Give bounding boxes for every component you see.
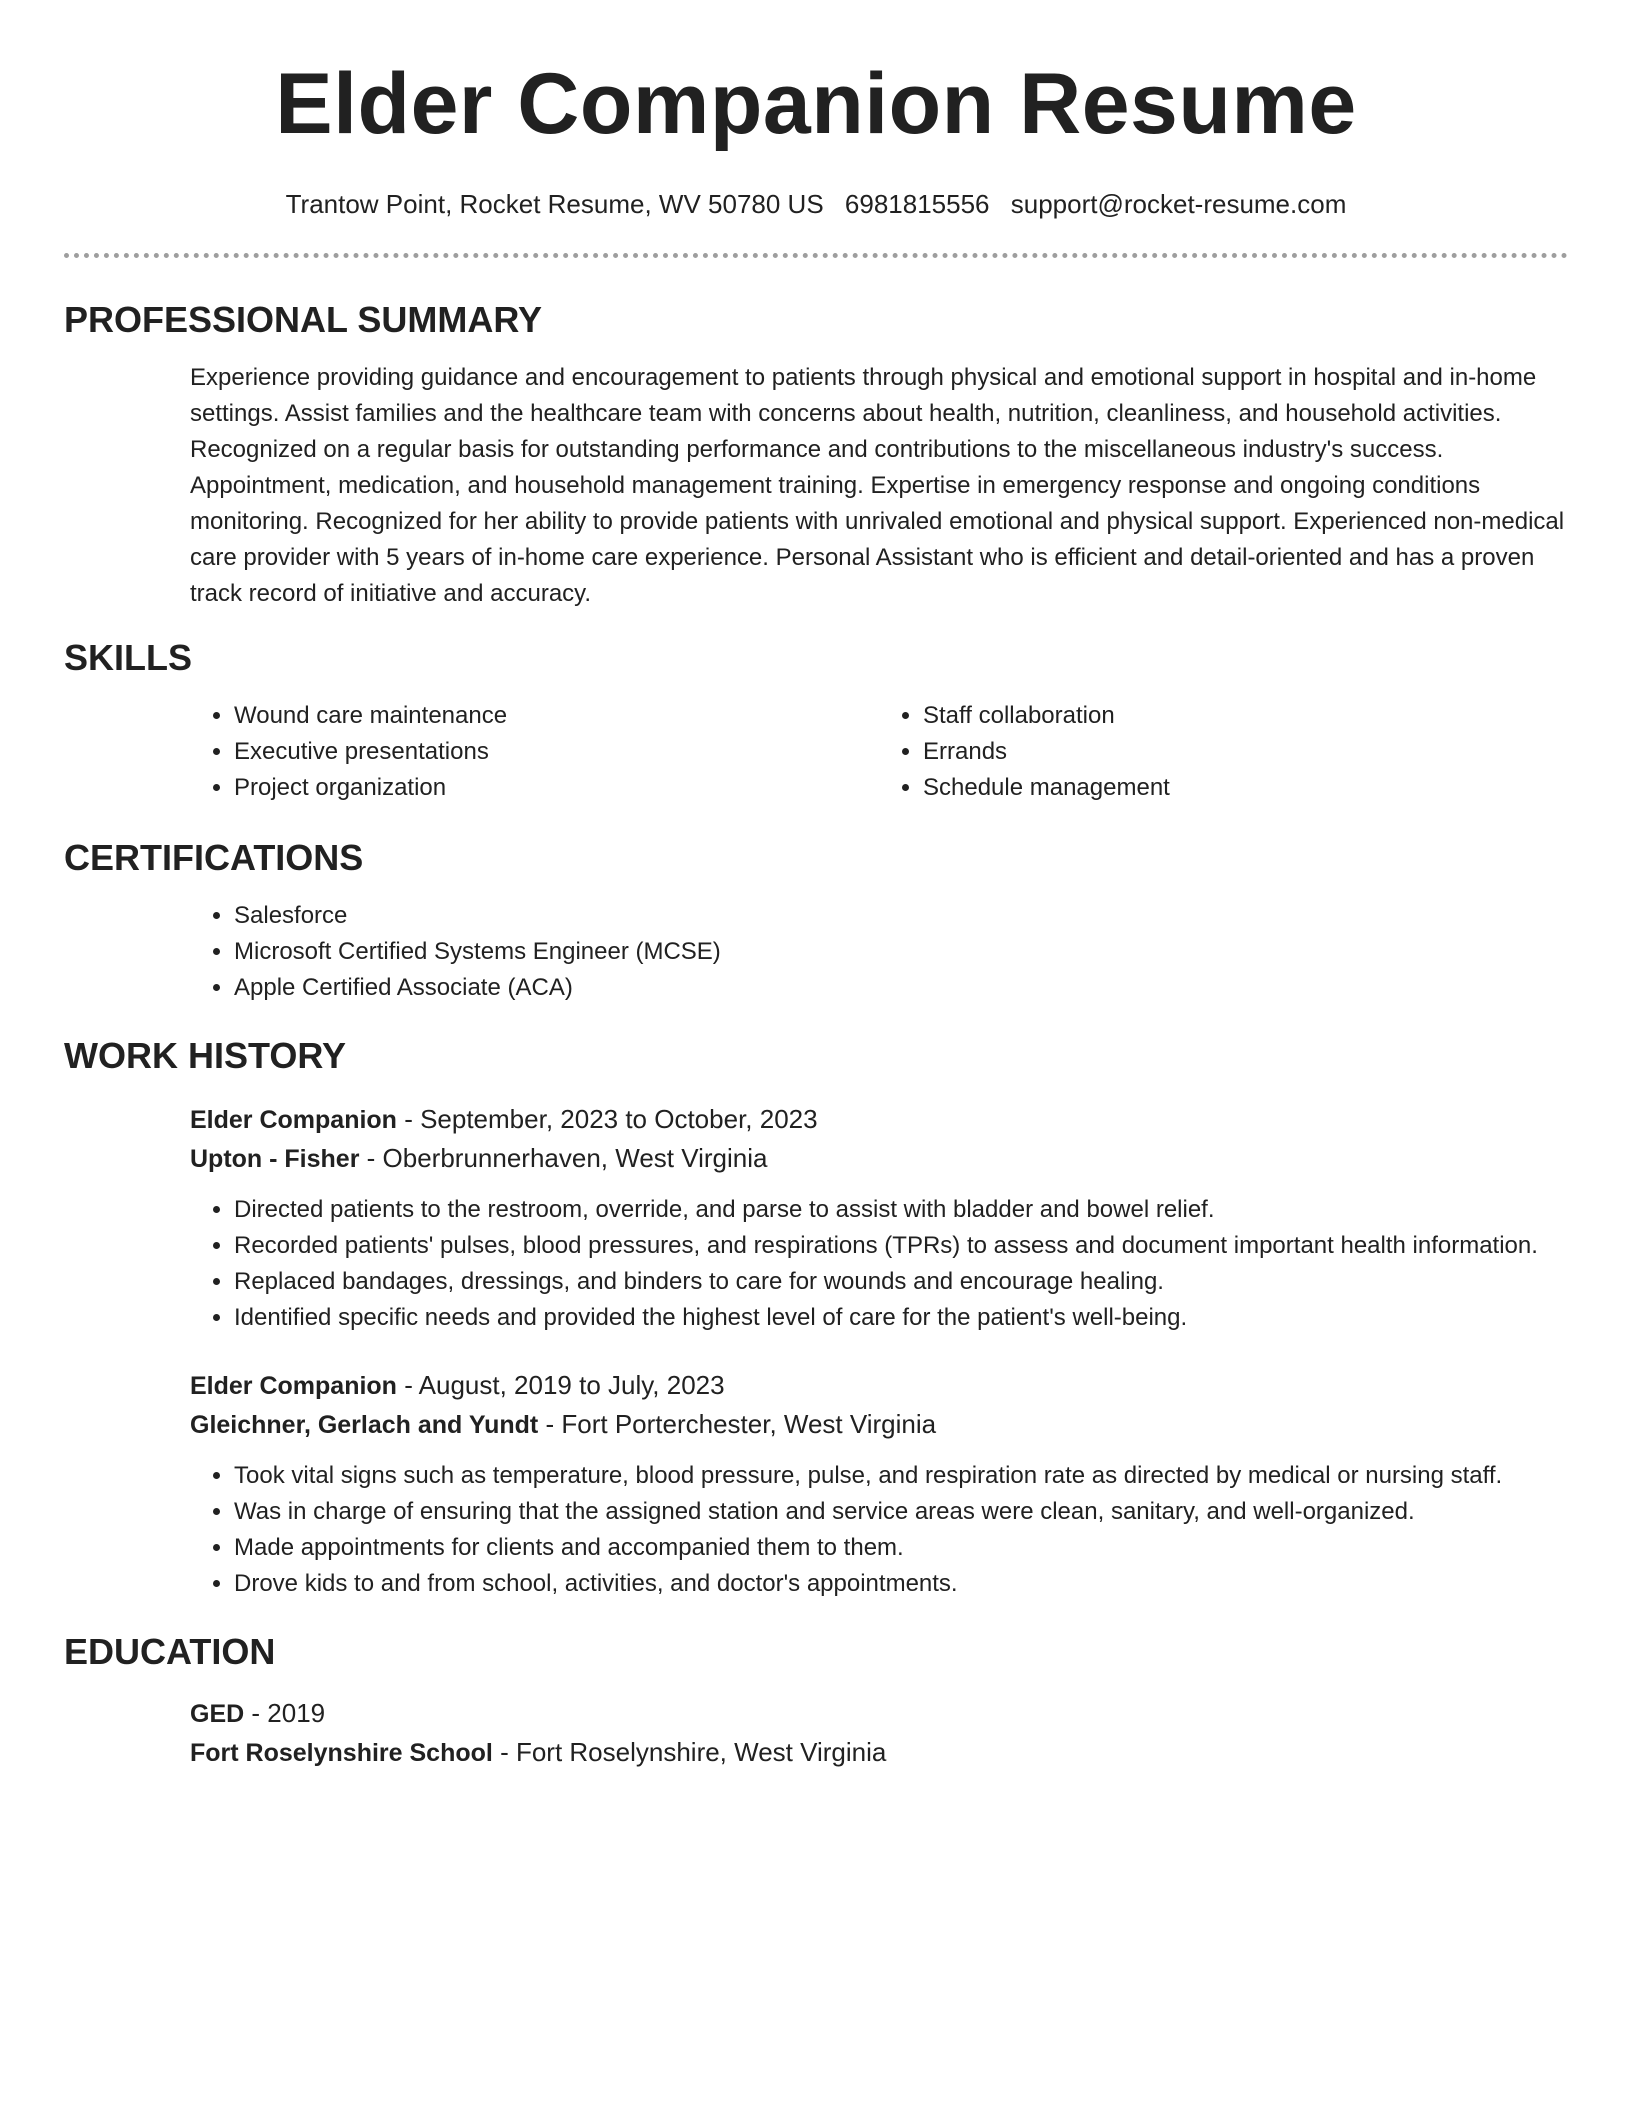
work-history-heading: WORK HISTORY — [64, 1035, 347, 1076]
skill-item: • Wound care maintenance — [234, 698, 879, 734]
job-location: - Oberbrunnerhaven, West Virginia — [359, 1143, 768, 1173]
certifications-list — [190, 898, 1568, 1006]
job-company-line — [190, 1139, 1568, 1178]
work-history-body — [64, 1100, 1568, 1602]
education-location: - Fort Roselynshire, West Virginia — [492, 1737, 887, 1767]
skills-body — [64, 698, 1568, 806]
job-entry — [190, 1100, 1568, 1336]
job-bullet: • Took vital signs such as temperature, blood pressure, pulse, and respiration rate as directed by medical or nursing staff. — [234, 1458, 1568, 1494]
contact-phone: 6981815556 — [844, 189, 990, 219]
contact-email: support@rocket-resume.com — [1010, 189, 1347, 219]
education-heading: EDUCATION — [64, 1631, 276, 1672]
job-bullet: • Was in charge of ensuring that the assigned station and service areas were clean, sanitary, and well-organized. — [234, 1494, 1568, 1530]
job-bullet: • Made appointments for clients and accompanied them to them. — [234, 1530, 1568, 1566]
job-location: - Fort Porterchester, West Virginia — [538, 1409, 937, 1439]
education-degree-line — [190, 1694, 1568, 1733]
certifications-heading: CERTIFICATIONS — [64, 837, 364, 878]
job-bullet: • Replaced bandages, dressings, and binders to care for wounds and encourage healing. — [234, 1264, 1568, 1300]
summary-heading: PROFESSIONAL SUMMARY — [64, 299, 543, 340]
skill-item: • Executive presentations — [234, 734, 879, 770]
job-role-line — [190, 1366, 1568, 1405]
contact-line — [64, 188, 1568, 220]
job-role: Elder Companion — [190, 1106, 397, 1134]
job-bullets — [190, 1458, 1568, 1602]
resume-header — [64, 0, 1568, 220]
skills-grid — [190, 698, 1568, 806]
job-entry — [190, 1366, 1568, 1602]
job-bullet: • Drove kids to and from school, activities, and doctor's appointments. — [234, 1566, 1568, 1602]
job-bullet: • Recorded patients' pulses, blood pressures, and respirations (TPRs) to assess and document important health information. — [234, 1228, 1568, 1264]
header-divider — [64, 253, 1568, 258]
job-role: Elder Companion — [190, 1372, 397, 1400]
education-year: - 2019 — [244, 1698, 326, 1728]
summary-body — [64, 360, 1568, 612]
skills-section — [64, 636, 1568, 806]
job-role-line — [190, 1100, 1568, 1139]
job-dates: - September, 2023 to October, 2023 — [396, 1104, 818, 1134]
job-company: Upton - Fisher — [190, 1145, 360, 1173]
skill-item: • Schedule management — [923, 770, 1568, 806]
contact-address: Trantow Point, Rocket Resume, WV 50780 US — [285, 189, 824, 219]
certification-item: • Apple Certified Associate (ACA) — [234, 970, 1568, 1006]
education-school-line — [190, 1733, 1568, 1772]
summary-section — [64, 298, 1568, 612]
resume-title: Elder Companion Resume — [275, 56, 1357, 152]
job-bullet: • Directed patients to the restroom, override, and parse to assist with bladder and bowel relief. — [234, 1192, 1568, 1228]
skill-item: • Project organization — [234, 770, 879, 806]
certifications-section — [64, 836, 1568, 1006]
job-bullet: • Identified specific needs and provided the highest level of care for the patient's well-being. — [234, 1300, 1568, 1336]
skill-item: • Staff collaboration — [923, 698, 1568, 734]
education-body — [64, 1694, 1568, 1772]
summary-text: Experience providing guidance and encouragement to patients through physical and emotional support in hospital and in-home settings. Assist families and the healthcare team with concerns about health, nutrition, cleanliness, and household activities. Recognized on a regular basis for outstanding performance and contributions to the miscellaneous industry's success. Appointment, medication, and household management training. Expertise in emergency response and ongoing conditions monitoring. Recognized for her ability to provide patients with unrivaled emotional and physical support. Experienced non-medical care provider with 5 years of in-home care experience. Personal Assistant who is efficient and detail-oriented and has a proven track record of initiative and accuracy. — [190, 364, 1565, 607]
certification-item: • Salesforce — [234, 898, 1568, 934]
certifications-body — [64, 898, 1568, 1006]
skill-item: • Errands — [923, 734, 1568, 770]
job-company-line — [190, 1405, 1568, 1444]
job-dates: - August, 2019 to July, 2023 — [396, 1370, 725, 1400]
education-section — [64, 1630, 1568, 1772]
work-history-section — [64, 1034, 1568, 1602]
job-company: Gleichner, Gerlach and Yundt — [190, 1411, 539, 1439]
job-bullets — [190, 1192, 1568, 1336]
certification-item: • Microsoft Certified Systems Engineer (MCSE) — [234, 934, 1568, 970]
education-degree: GED — [190, 1700, 245, 1728]
skills-heading: SKILLS — [64, 637, 193, 678]
skills-list-left — [190, 698, 879, 806]
education-school: Fort Roselynshire School — [190, 1739, 493, 1767]
skills-list-right — [879, 698, 1568, 806]
